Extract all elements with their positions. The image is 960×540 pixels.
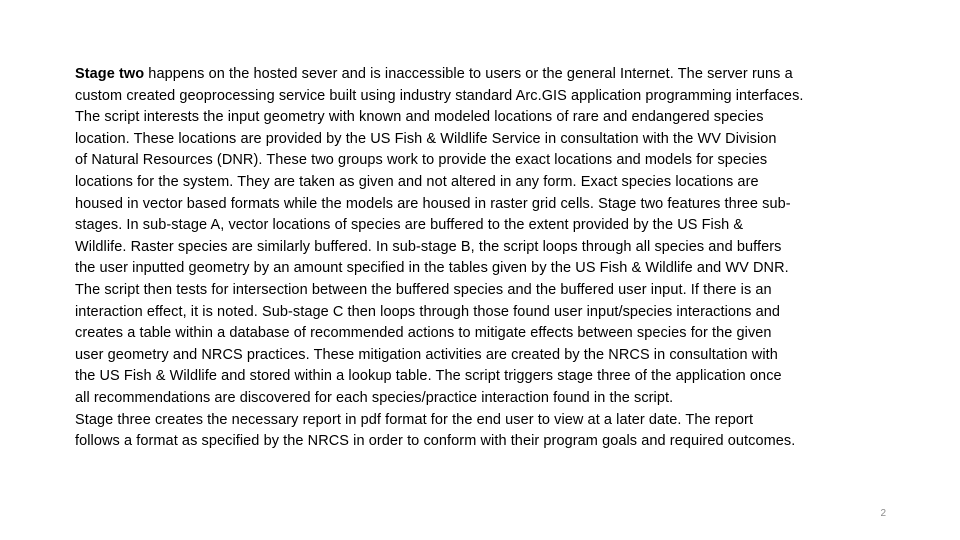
body-text [75,64,895,453]
text-line: interaction effect, it is noted. Sub-stage C then loops through those found user input/species interactions and [75,303,781,320]
text-line: housed in vector based formats while the models are housed in raster grid cells. Stage two features three sub- [75,195,791,212]
page-number: 2 [880,508,886,519]
text-line: stages. In sub-stage A, vector locations of species are buffered to the extent provided by the US Fish & [75,217,744,234]
text-line: creates a table within a database of recommended actions to mitigate effects between species for the given [75,325,772,342]
text-line: locations for the system. They are taken as given and not altered in any form. Exact species locations are [75,173,759,190]
text-line: Stage three creates the necessary report in pdf format for the end user to view at a later date. The report [75,411,754,428]
text-line: user geometry and NRCS practices. These mitigation activities are created by the NRCS in consultation with [75,346,778,363]
text-line: the US Fish & Wildlife and stored within a lookup table. The script triggers stage three of the application once [75,368,782,385]
text-line: location. These locations are provided by the US Fish & Wildlife Service in consultation with the WV Division [75,130,777,147]
text-line: The script then tests for intersection between the buffered species and the buffered user input. If there is an [75,281,772,298]
text-line: follows a format as specified by the NRCS in order to conform with their program goals and required outcomes. [75,433,796,450]
text-line: the user inputted geometry by an amount specified in the tables given by the US Fish & Wildlife and WV DNR. [75,260,789,277]
text-line: all recommendations are discovered for each species/practice interaction found in the script. [75,389,674,406]
stage-two-heading: Stage two [75,66,145,82]
text-line: The script interests the input geometry with known and modeled locations of rare and endangered species [75,109,764,126]
text-line: custom created geoprocessing service built using industry standard Arc.GIS application programming interfaces. [75,87,804,104]
text-line-content: happens on the hosted sever and is inaccessible to users or the general Internet. The server runs a [144,66,793,82]
text-line: of Natural Resources (DNR). These two groups work to provide the exact locations and models for species [75,152,768,169]
text-line [75,64,895,86]
text-line: Wildlife. Raster species are similarly buffered. In sub-stage B, the script loops through all species and buffers [75,238,782,255]
